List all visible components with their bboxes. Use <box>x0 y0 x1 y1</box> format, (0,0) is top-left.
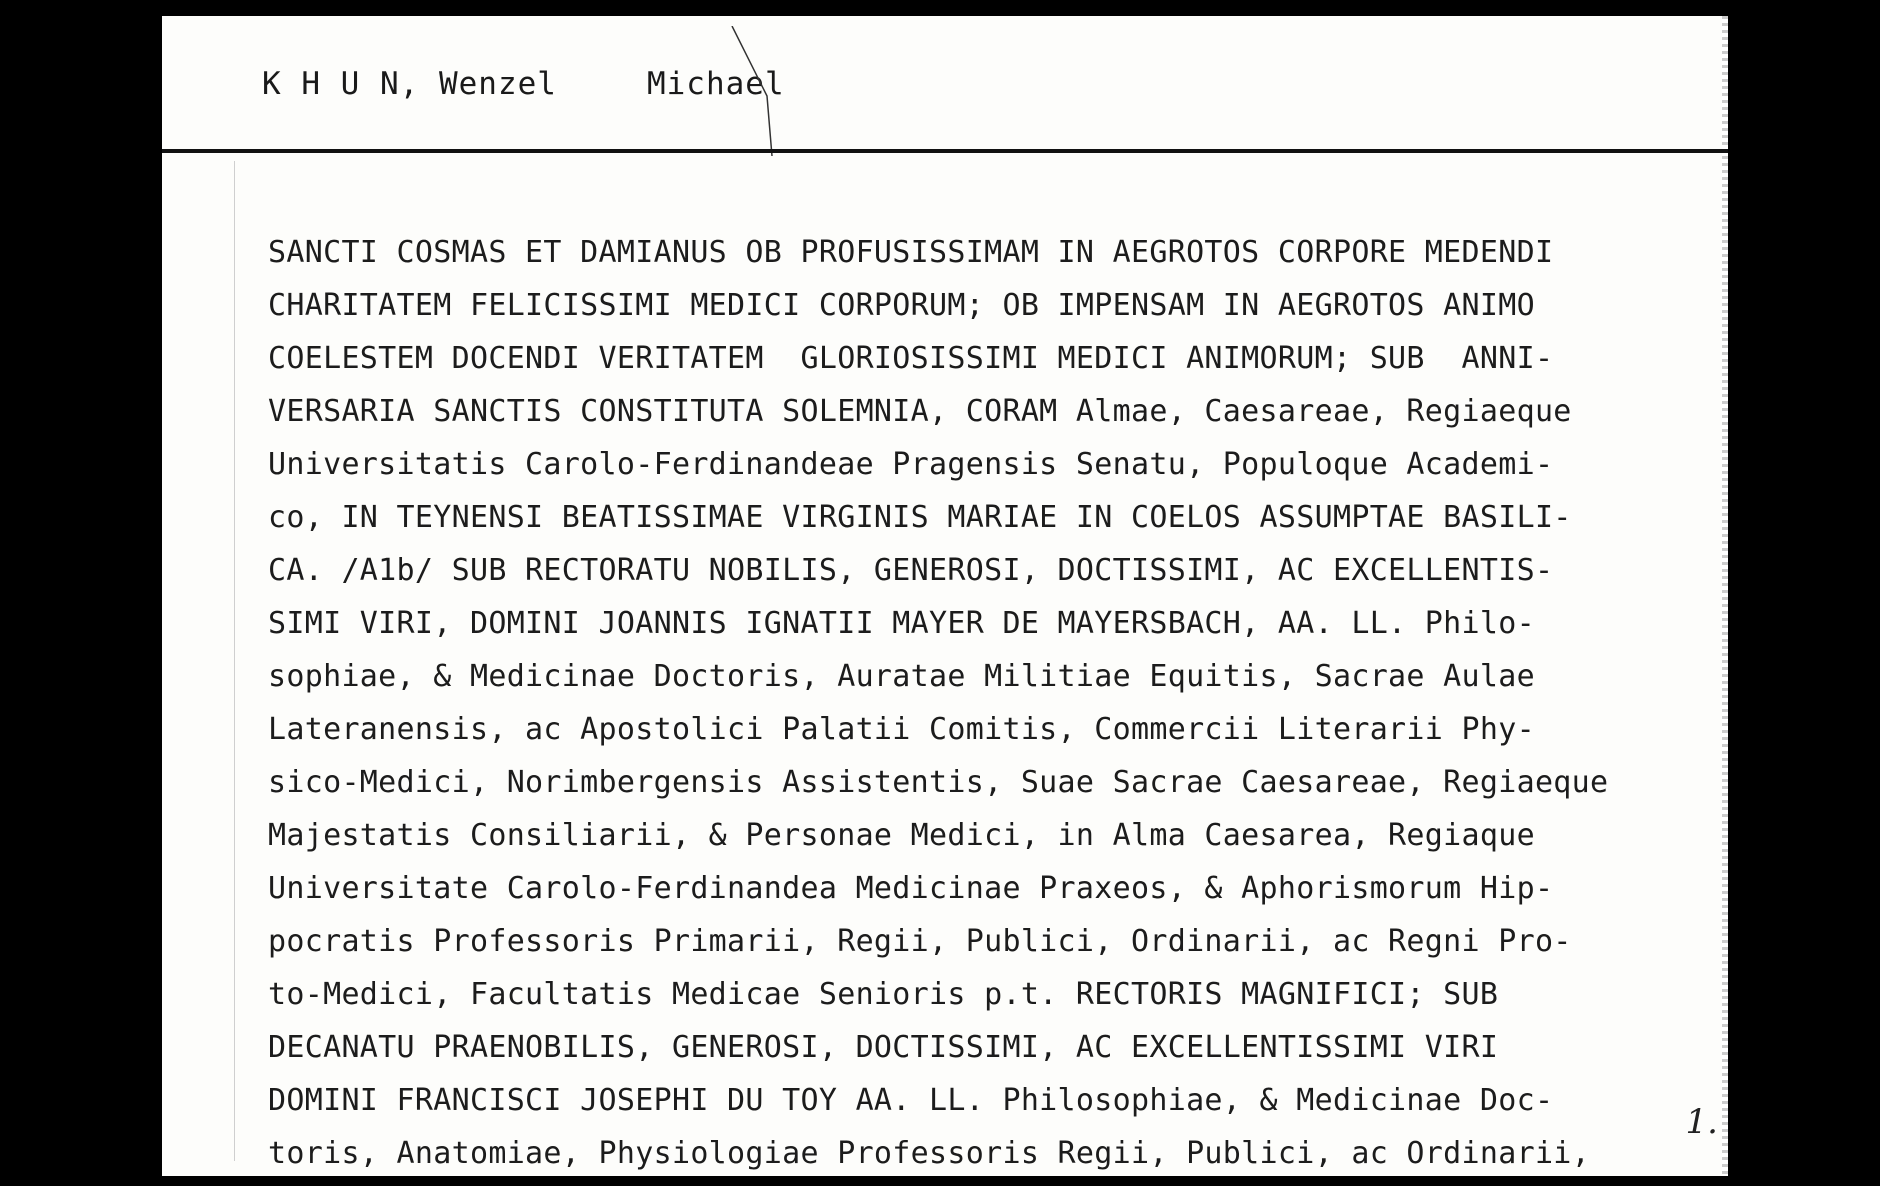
text-line: CHARITATEM FELICISSIMI MEDICI CORPORUM; OB IMPENSAM IN AEGROTOS ANIMO <box>268 288 1535 323</box>
text-line: CA. /A1b/ SUB RECTORATU NOBILIS, GENEROSI, DOCTISSIMI, AC EXCELLENTIS- <box>268 553 1554 588</box>
text-line: VERSARIA SANCTIS CONSTITUTA SOLEMNIA, CORAM Almae, Caesareae, Regiaeque <box>268 394 1572 429</box>
text-line: COELESTEM DOCENDI VERITATEM GLORIOSISSIMI MEDICI ANIMORUM; SUB ANNI- <box>268 341 1554 376</box>
text-line: SIMI VIRI, DOMINI JOANNIS IGNATII MAYER DE MAYERSBACH, AA. LL. Philo- <box>268 606 1535 641</box>
text-line: to-Medici, Facultatis Medicae Senioris p.t. RECTORIS MAGNIFICI; SUB <box>268 977 1499 1012</box>
author-surname: K H U N, Wenzel <box>262 66 557 102</box>
text-line: pocratis Professoris Primarii, Regii, Publici, Ordinarii, ac Regni Pro- <box>268 924 1572 959</box>
title-transcription <box>268 226 1688 1180</box>
text-line: Lateranensis, ac Apostolici Palatii Comitis, Commercii Literarii Phy- <box>268 712 1535 747</box>
text-line: toris, Anatomiae, Physiologiae Professoris Regii, Publici, ac Ordinarii, <box>268 1136 1591 1171</box>
text-line: DOMINI FRANCISCI JOSEPHI DU TOY AA. LL. Philosophiae, & Medicinae Doc- <box>268 1083 1554 1118</box>
text-line: sophiae, & Medicinae Doctoris, Auratae Militiae Equitis, Sacrae Aulae <box>268 659 1535 694</box>
author-heading <box>262 66 785 102</box>
handwritten-stroke <box>722 26 782 166</box>
margin-rule <box>234 161 235 1161</box>
text-line: Universitatis Carolo-Ferdinandeae Pragensis Senatu, Populoque Academi- <box>268 447 1554 482</box>
card-header <box>162 16 1728 148</box>
text-line: DECANATU PRAENOBILIS, GENEROSI, DOCTISSIMI, AC EXCELLENTISSIMI VIRI <box>268 1030 1499 1065</box>
text-line: co, IN TEYNENSI BEATISSIMAE VIRGINIS MARIAE IN COELOS ASSUMPTAE BASILI- <box>268 500 1572 535</box>
page-number-mark: 1. <box>1685 1102 1718 1142</box>
text-line: Majestatis Consiliarii, & Personae Medici, in Alma Caesarea, Regiaque <box>268 818 1535 853</box>
header-divider <box>162 149 1728 153</box>
index-card <box>162 16 1728 1176</box>
author-given-name: Michael <box>646 66 785 102</box>
card-edge <box>1722 16 1728 1176</box>
text-line: sico-Medici, Norimbergensis Assistentis, Suae Sacrae Caesareae, Regiaeque <box>268 765 1609 800</box>
text-line: SANCTI COSMAS ET DAMIANUS OB PROFUSISSIMAM IN AEGROTOS CORPORE MEDENDI <box>268 235 1554 270</box>
text-line: Universitate Carolo-Ferdinandea Medicinae Praxeos, & Aphorismorum Hip- <box>268 871 1554 906</box>
